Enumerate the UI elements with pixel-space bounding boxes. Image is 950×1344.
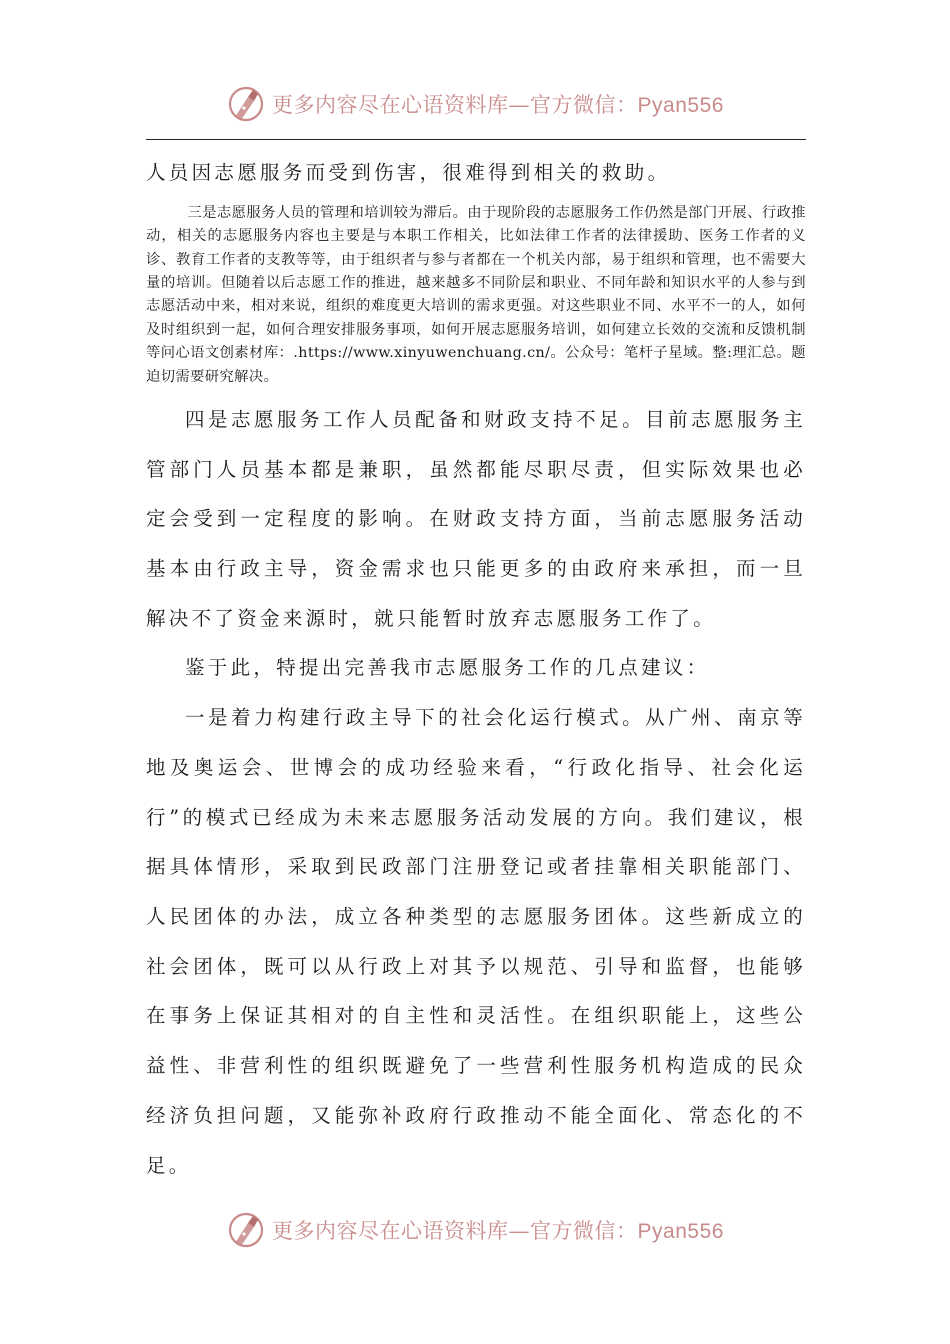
pen-nib-circle-icon	[226, 1210, 266, 1250]
header-watermark	[0, 82, 950, 126]
point-four-paragraph: 四是志愿服务工作人员配备和财政支持不足。目前志愿服务主管部门人员基本都是兼职，虽然都能尽职尽责，但实际效果也必定会受到一定程度的影响。在财政支持方面，当前志愿服务活动基本由行政主导，资金需求也只能更多的由政府来承担，而一旦解决不了资金来源时，就只能暂时放弃志愿服务工作了。	[146, 407, 806, 630]
header-divider	[146, 139, 806, 140]
suggestion-one-paragraph: 一是着力构建行政主导下的社会化运行模式。从广州、南京等地及奥运会、世博会的成功经验来看，“行政化指导、社会化运行”的模式已经成为未来志愿服务活动发展的方向。我们建议，根据具体情形，采取到民政部门注册登记或者挂靠相关职能部门、人民团体的办法，成立各种类型的志愿服务团体。这些新成立的社会团体，既可以从行政上对其予以规范、引导和监督，也能够在事务上保证其相对的自主性和灵活性。在组织职能上，这些公益性、非营利性的组织既避免了一些营利性服务机构造成的民众经济负担问题，又能弥补政府行政推动不能全面化、常态化的不足。	[146, 706, 806, 1177]
pen-nib-circle-icon	[226, 84, 266, 124]
point-three-paragraph: 三是志愿服务人员的管理和培训较为滞后。由于现阶段的志愿服务工作仍然是部门开展、行政推动，相关的志愿服务内容也主要是与本职工作相关，比如法律工作者的法律援助、医务工作者的义诊、教育工作者的支教等等，由于组织者与参与者都在一个机关内部，易于组织和管理，也不需要大量的培训。但随着以后志愿工作的推进，越来越多不同阶层和职业、不同年龄和知识水平的人参与到志愿活动中来，相对来说，组织的难度更大培训的需求更强。对这些职业不同、水平不一的人，如何及时组织到一起，如何合理安排服务事项，如何开展志愿服务培训，如何建立长效的交流和反馈机制等问心语文创素材库：.https://www.xinyuwenchuang.cn/。公众号：笔杆子星域。整:理汇总。题迫切需要研究解决。	[146, 204, 806, 385]
continuation-paragraph: 人员因志愿服务而受到伤害，很难得到相关的救助。	[146, 161, 671, 184]
wechat-id: Pyan556	[637, 1220, 724, 1243]
suggestion-intro-paragraph: 鉴于此，特提出完善我市志愿服务工作的几点建议：	[185, 656, 710, 680]
watermark-text: 更多内容尽在心语资料库—官方微信：Pyan556	[272, 1219, 724, 1243]
wechat-id: Pyan556	[637, 94, 724, 117]
document-body	[146, 148, 806, 1190]
watermark-text: 更多内容尽在心语资料库—官方微信：Pyan556	[272, 93, 724, 117]
footer-watermark	[0, 1208, 950, 1252]
